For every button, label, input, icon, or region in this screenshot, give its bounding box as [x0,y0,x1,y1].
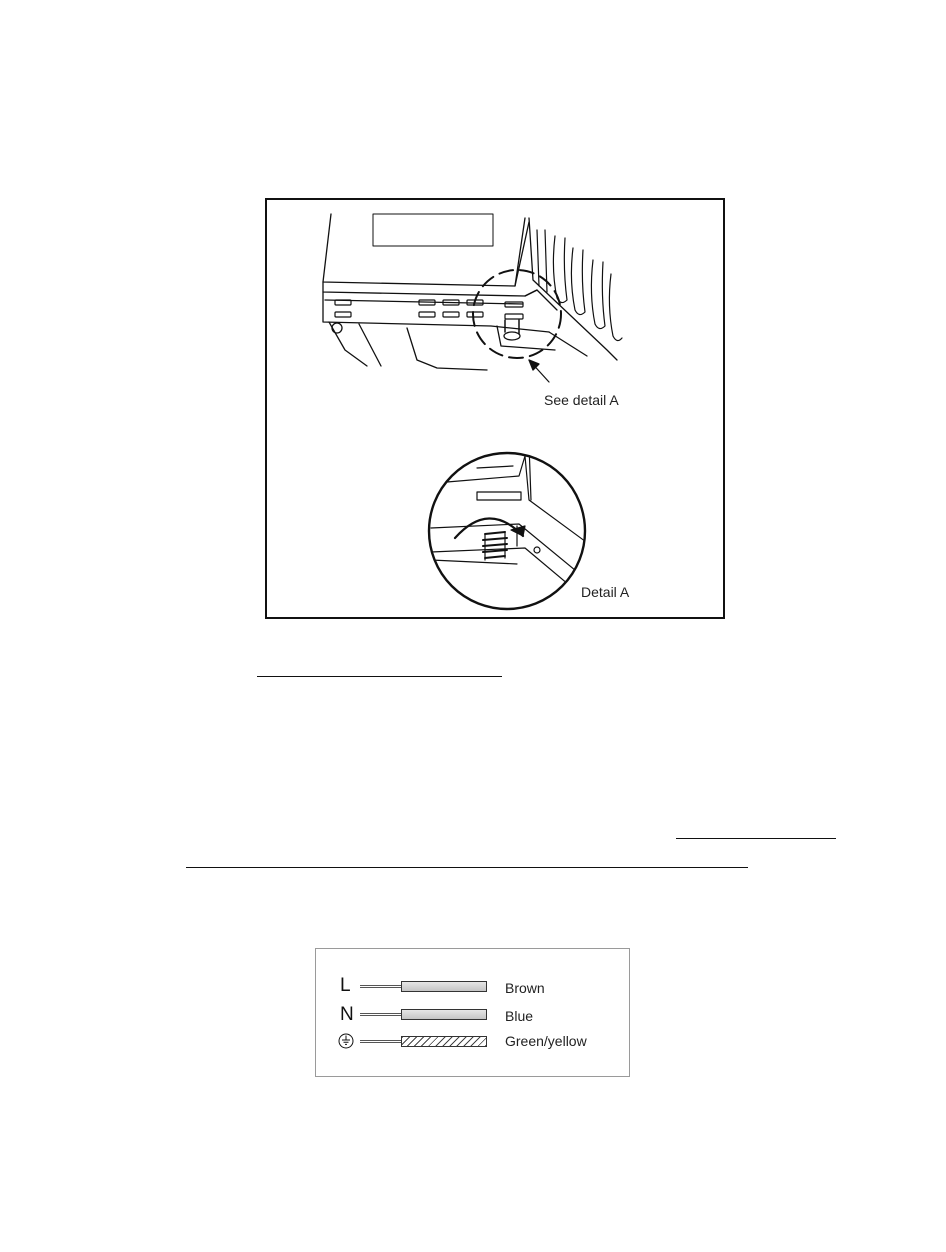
see-detail-a-callout: See detail A [544,392,619,408]
paragraph-underline [186,867,748,868]
heading-underline [257,676,502,677]
earth-wire-sheath [401,1036,487,1047]
neutral-wire-sheath [401,1009,487,1020]
live-symbol: L [340,975,351,996]
live-wire-sheath [401,981,487,992]
neutral-wire-lead [360,1013,402,1016]
green-yellow-label: Green/yellow [505,1033,587,1049]
blue-label: Blue [505,1008,534,1024]
paragraph-underline-end [676,838,836,839]
neutral-symbol: N [340,1004,354,1025]
earth-wire-lead [360,1040,402,1043]
appliance-base-illustration [267,200,727,621]
brown-label: Brown [505,980,545,996]
wiring-color-diagram [315,948,630,1077]
detail-a-callout: Detail A [581,584,630,600]
live-wire-lead [360,985,402,988]
earth-icon [338,1033,354,1049]
levelling-foot-figure [265,198,725,619]
